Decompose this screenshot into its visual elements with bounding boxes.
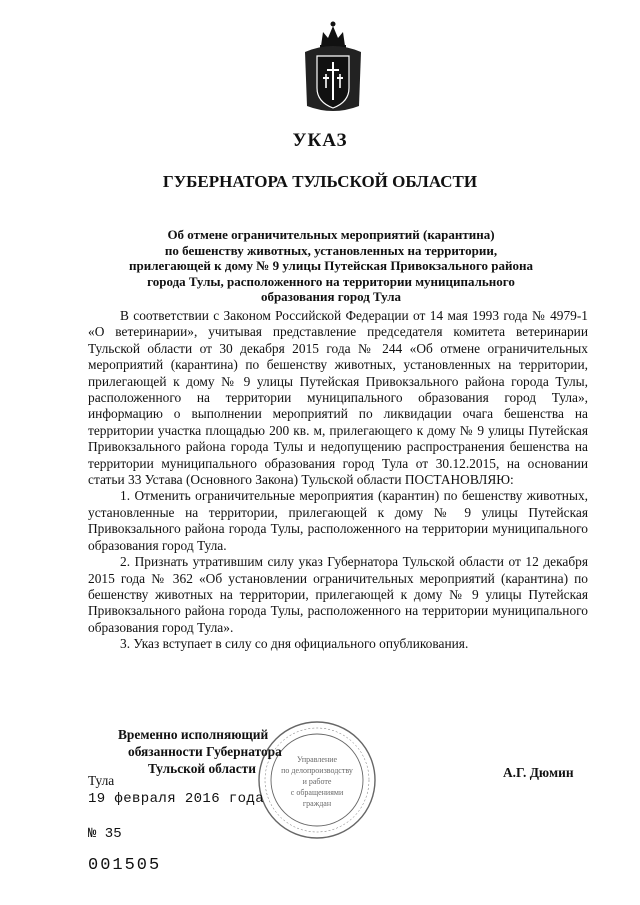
stamp-line: граждан [302, 799, 332, 808]
signatory-position-line: Тульской области [148, 761, 256, 776]
stamp-line: с обращениями [290, 788, 344, 797]
serial-number: 001505 [88, 856, 162, 875]
preamble-paragraph: В соответствии с Законом Российской Федерации от 14 мая 1993 года № 4979-1 «О ветеринарии», учитывая представление председателя комитета ветеринарии Тульской области от 30 декабря 2015 года № 244 «Об отмене ограничительных мероприятий (карантина) по бешенству животных, установленных на территории, прилегающей к дому № 9 улицы Путейская Привокзального района города Тулы, расположенного на территории муниципального образования город Тула», информацию о выполнении мероприятий по ликвидации очага бешенства на территории участка площадью 200 кв. м, прилегающего к дому № 9 улицы Путейская Привокзального района города Тулы и недопущению распространения бешенства на территории муниципального образования город Тула от 30.12.2015, на основании статьи 33 Устава (Основного Закона) Тульской области ПОСТАНОВЛЯЮ: [88, 308, 588, 488]
decree-item-2: 2. Признать утратившим силу указ Губернатора Тульской области от 12 декабря 2015 года № 362 «Об установлении ограничительных мероприятий (карантина) по бешенству животных на территории, прилегающей к дому № 9 улицы Путейская Привокзального района города Тулы, расположенного на территории муниципального образования город Тула». [88, 554, 588, 635]
document-type-title: УКАЗ [292, 130, 348, 151]
decree-body [88, 308, 588, 653]
stamp-line: по делопроизводству [281, 766, 353, 775]
coat-of-arms-icon [303, 18, 363, 118]
heading-line: Об отмене ограничительных мероприятий (карантина) [167, 227, 495, 242]
stamp-line: и работе [302, 777, 332, 786]
issuer-subtitle: ГУБЕРНАТОРА ТУЛЬСКОЙ ОБЛАСТИ [162, 172, 478, 191]
heading-line: образования город Тула [260, 289, 402, 304]
decree-heading [96, 227, 566, 305]
stamp-line: Управление [296, 755, 338, 764]
heading-line: города Тулы, расположенного на территории муниципального [147, 273, 515, 289]
signatory-position-line: Временно исполняющий [118, 727, 269, 742]
decree-item-3: 3. Указ вступает в силу со дня официального опубликования. [120, 636, 469, 652]
heading-line: прилегающей к дому № 9 улицы Путейская Привокзального района [129, 258, 533, 273]
signatory-position-line: обязанности Губернатора [128, 744, 282, 759]
heading-line: по бешенству животных, установленных на территории, [164, 242, 498, 258]
official-stamp-icon [252, 718, 382, 842]
city-label: Тула [88, 773, 115, 788]
signatory-name: А.Г. Дюмин [503, 765, 574, 780]
issue-date: 19 февраля 2016 года [88, 791, 265, 807]
decree-number: № 35 [88, 826, 122, 842]
decree-item-1: 1. Отменить ограничительные мероприятия (карантин) по бешенству животных, установленные на территории, прилегающей к дому № 9 улицы Путейская Привокзального района города Тулы, расположенного на территории муниципального образования город Тула. [88, 488, 588, 553]
